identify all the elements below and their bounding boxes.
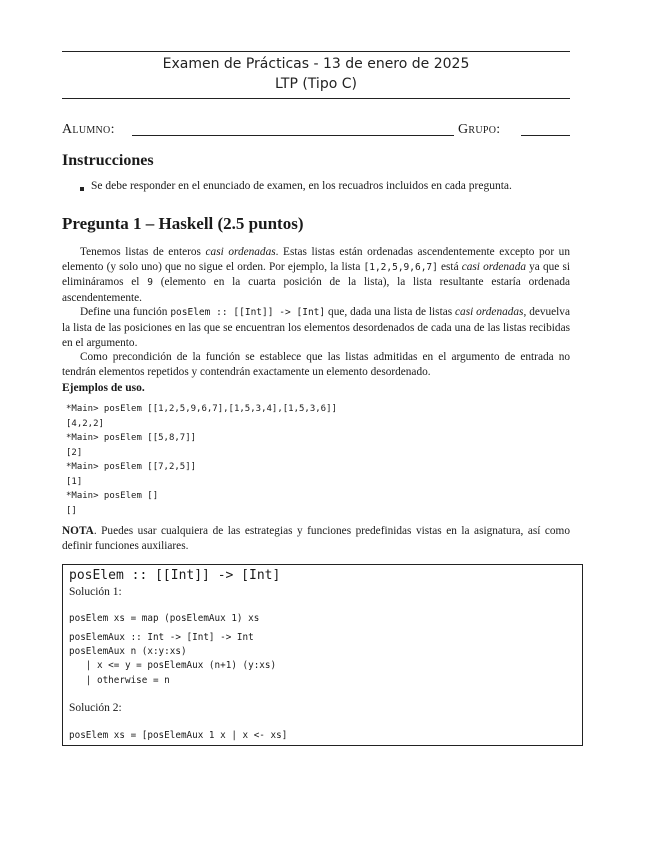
bullet-icon [80, 187, 84, 191]
examples-heading: Ejemplos de uso. [62, 382, 145, 394]
student-name-blank[interactable] [132, 135, 454, 136]
instructions-heading: Instrucciones [62, 152, 154, 169]
solution-1-label: Solución 1: [69, 586, 122, 598]
group-blank[interactable] [521, 135, 570, 136]
solution-1-code-a [69, 612, 259, 626]
header-top-rule [62, 51, 570, 52]
group-label: Grupo: [458, 122, 501, 137]
code-line: posElem xs = map (posElemAux 1) xs [69, 613, 260, 624]
example-line: *Main> posElem [[5,8,7]] [66, 433, 197, 443]
code-line: | otherwise = n [69, 674, 170, 686]
student-label: Alumno: [62, 122, 115, 137]
answer-signature: posElem :: [[Int]] -> [Int] [69, 568, 281, 583]
example-line: [2] [66, 447, 83, 458]
paragraph-1: Tenemos listas de enteros casi ordenadas. Estas listas están ordenadas ascendentemente excepto por un elemento (y solo uno) que no sigue el orden. Por ejemplo, la lista [1,2,5,9,6,7] está casi ordenada ya que si elimináramos el 9 (elemento en la cuarta posición de la lista), la lista resultante estaría ordenada ascendentemente. [62, 246, 570, 304]
example-line: *Main> posElem [[1,2,5,9,6,7],[1,5,3,4],[1,5,3,6]] [66, 404, 337, 414]
exam-subtitle: LTP (Tipo C) [275, 76, 357, 92]
example-line: *Main> posElem [[7,2,5]] [66, 462, 197, 472]
example-line: [] [66, 505, 77, 516]
example-line: [1] [66, 476, 83, 487]
question1-statement [62, 245, 570, 379]
header-bottom-rule [62, 98, 570, 99]
solution-2-label: Solución 2: [69, 702, 122, 714]
paragraph-2: Define una función posElem :: [[Int]] -> [Int] que, dada una lista de listas casi ordenadas, devuelva la lista de las posiciones en las que se encuentran los elementos desordenados de cada una de las listas recibidas en el argumento. [62, 306, 570, 349]
answer-box[interactable] [62, 564, 583, 746]
example-line: *Main> posElem [] [66, 491, 159, 501]
nota-paragraph: NOTA. Puedes usar cualquiera de las estrategias y funciones predefinidas vistas en la asignatura, así como definir funciones auxiliares. [62, 525, 570, 552]
solution-2-code [69, 729, 287, 743]
code-line: | x <= y = posElemAux (n+1) (y:xs) [69, 660, 277, 672]
paragraph-3: Como precondición de la función se establece que las listas admitidas en el argumento de entrada no tendrán elementos repetidos y contendrán exactamente un elemento desordenado. [62, 351, 570, 378]
code-line: posElemAux :: Int -> [Int] -> Int [69, 632, 254, 643]
question1-heading: Pregunta 1 – Haskell (2.5 puntos) [62, 214, 304, 233]
code-line: posElem xs = [posElemAux 1 x | x <- xs] [69, 730, 288, 741]
example-line: [4,2,2] [66, 418, 104, 429]
code-line: posElemAux n (x:y:xs) [69, 646, 187, 658]
nota-label: NOTA [62, 525, 94, 537]
exam-title: Examen de Prácticas - 13 de enero de 2025 [162, 56, 470, 72]
instruction-item: Se debe responder en el enunciado de examen, en los recuadros incluidos en cada pregunta. [91, 180, 512, 192]
examples-block [66, 402, 337, 518]
solution-1-code-b [69, 631, 276, 688]
